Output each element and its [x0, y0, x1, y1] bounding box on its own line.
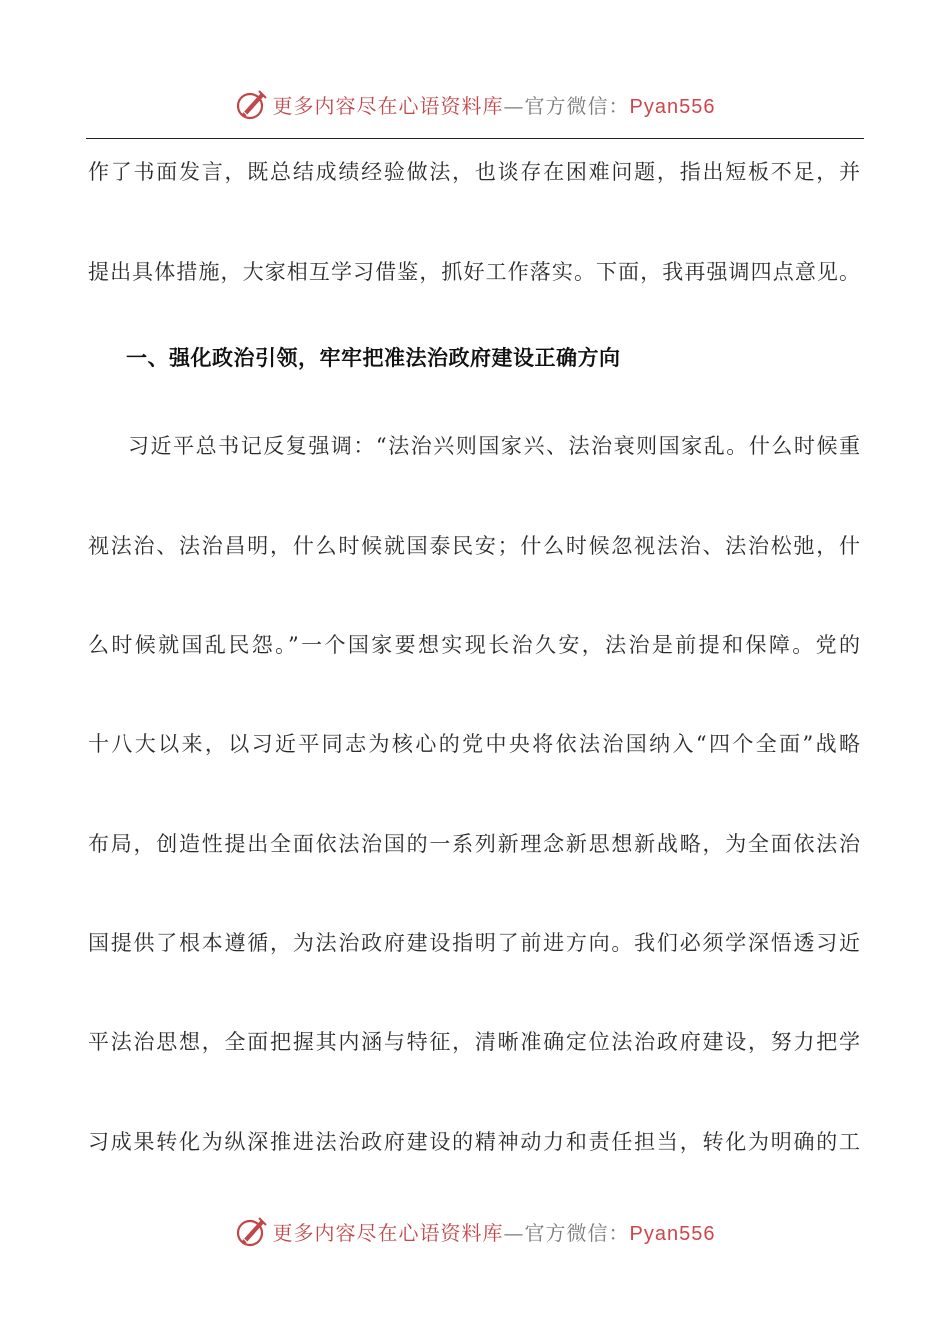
quill-logo-icon — [235, 87, 269, 121]
body-line: 提出具体措施，大家相互学习借鉴，抓好工作落实。下面，我再强调四点意见。 — [88, 260, 860, 284]
body-line: 么时候就国乱民怨。”一个国家要想实现长治久安，法治是前提和保障。党的 — [88, 633, 860, 657]
banner-separator: — — [503, 1220, 525, 1245]
body-line: 习成果转化为纵深推进法治政府建设的精神动力和责任担当，转化为明确的工 — [88, 1130, 860, 1154]
section-heading: 一、强化政治引领，牢牢把准法治政府建设正确方向 — [126, 346, 621, 370]
body-line: 国提供了根本遵循，为法治政府建设指明了前进方向。我们必须学深悟透习近 — [88, 931, 860, 955]
banner-account: Pyan556 — [629, 95, 716, 118]
body-line: 习近平总书记反复强调：“法治兴则国家兴、法治衰则国家乱。什么时候重 — [128, 434, 860, 458]
banner-separator: — — [503, 93, 525, 118]
banner-label: 官方微信： — [524, 93, 630, 118]
banner-brand: 更多内容尽在心语资料库 — [272, 1220, 504, 1245]
header-divider — [86, 138, 864, 139]
body-line: 布局，创造性提出全面依法治国的一系列新理念新思想新战略，为全面依法治 — [88, 832, 860, 856]
banner-brand: 更多内容尽在心语资料库 — [272, 93, 504, 118]
banner-label: 官方微信： — [524, 1220, 630, 1245]
body-line: 十八大以来，以习近平同志为核心的党中央将依法治国纳入“四个全面”战略 — [88, 732, 860, 756]
footer-banner — [0, 1211, 950, 1251]
body-line: 平法治思想，全面把握其内涵与特征，清晰准确定位法治政府建设，努力把学 — [88, 1030, 860, 1054]
header-banner — [0, 84, 950, 124]
body-line: 视法治、法治昌明，什么时候就国泰民安；什么时候忽视法治、法治松弛，什 — [88, 534, 860, 558]
banner-account: Pyan556 — [629, 1222, 716, 1245]
body-line: 作了书面发言，既总结成绩经验做法，也谈存在困难问题，指出短板不足，并 — [88, 160, 860, 184]
quill-logo-icon — [235, 1214, 269, 1248]
